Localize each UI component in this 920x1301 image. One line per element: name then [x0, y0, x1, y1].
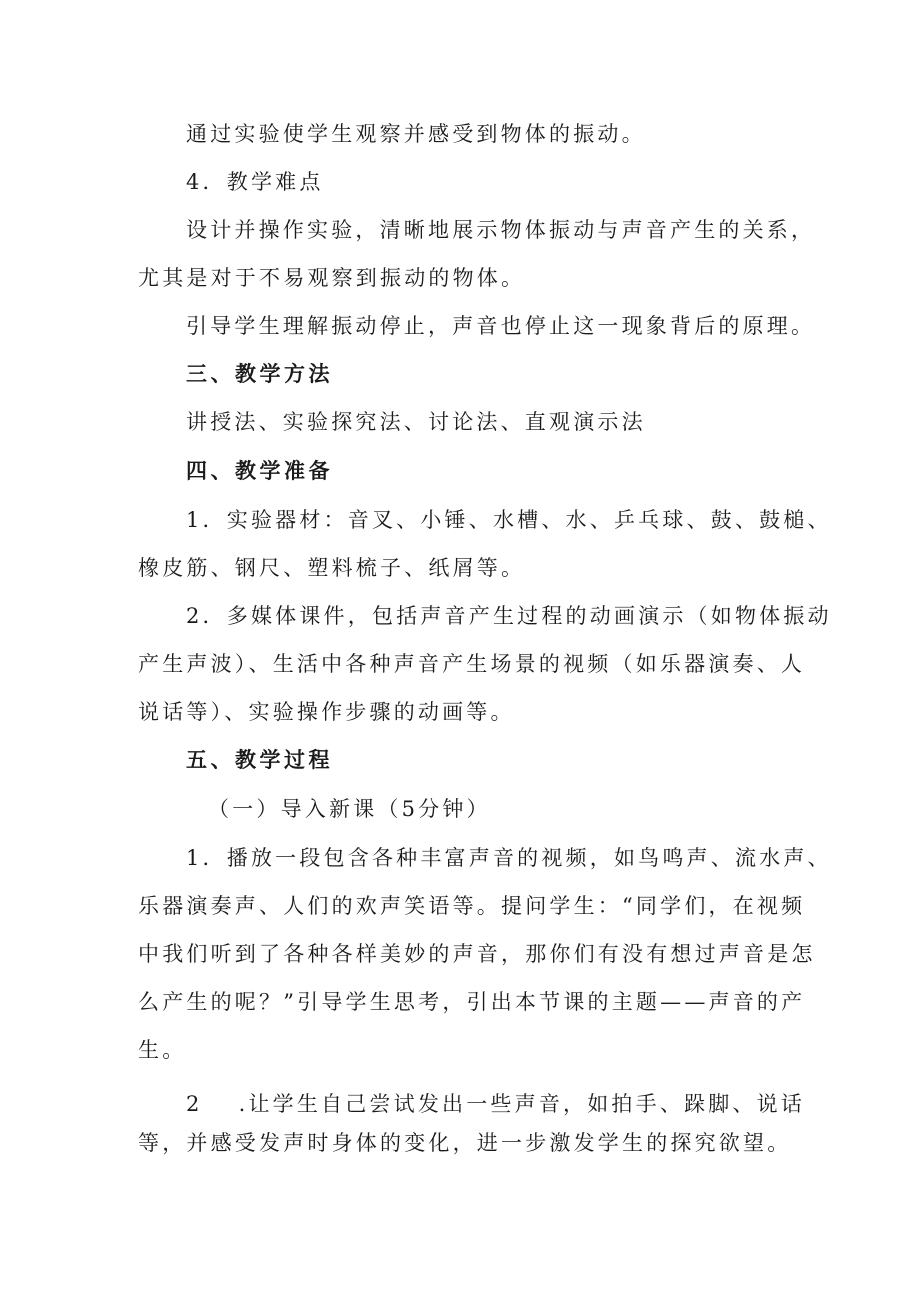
paragraph-line: 乐器演奏声、人们的欢声笑语等。提问学生：“同学们，在视频	[138, 894, 806, 918]
paragraph-line: 橡皮筋、钢尺、塑料梳子、纸屑等。	[138, 556, 526, 580]
paragraph-line: 1．实验器材：音叉、小锤、水槽、水、乒乓球、鼓、鼓槌、	[186, 508, 832, 532]
paragraph-line: 产生声波）、生活中各种声音产生场景的视频（如乐器演奏、人	[138, 652, 806, 676]
paragraph-line: 等，并感受发声时身体的变化，进一步激发学生的探究欲望。	[138, 1131, 792, 1155]
subsection-heading: （一）导入新课（5分钟）	[208, 797, 491, 821]
section-heading: 四、教学准备	[186, 458, 333, 483]
paragraph-line: 1．播放一段包含各种丰富声音的视频，如鸟鸣声、流水声、	[186, 846, 832, 870]
list-text: .让学生自己尝试发出一些声音，如拍手、跺脚、说话	[238, 1092, 806, 1116]
paragraph-line: 么产生的呢？”引导学生思考，引出本节课的主题——声音的产	[138, 990, 806, 1014]
paragraph-line: 设计并操作实验，清晰地展示物体振动与声音产生的关系，	[186, 218, 816, 242]
paragraph-line: 说话等）、实验操作步骤的动画等。	[138, 700, 515, 724]
section-heading: 五、教学过程	[186, 747, 333, 772]
paragraph-line	[186, 1089, 805, 1119]
subsection-heading: 4．教学难点	[186, 170, 324, 194]
paragraph-line: 尤其是对于不易观察到振动的物体。	[138, 266, 526, 290]
section-heading: 三、教学方法	[186, 361, 333, 386]
list-number: 2	[186, 1092, 203, 1116]
paragraph-line: 通过实验使学生观察并感受到物体的振动。	[186, 122, 646, 146]
paragraph-line: 2．多媒体课件，包括声音产生过程的动画演示（如物体振动	[186, 604, 832, 628]
paragraph-line: 讲授法、实验探究法、讨论法、直观演示法	[186, 410, 646, 434]
paragraph-line: 中我们听到了各种各样美妙的声音，那你们有没有想过声音是怎	[138, 942, 816, 966]
paragraph-line: 引导学生理解振动停止，声音也停止这一现象背后的原理。	[186, 314, 816, 338]
paragraph-line: 生。	[138, 1038, 187, 1062]
